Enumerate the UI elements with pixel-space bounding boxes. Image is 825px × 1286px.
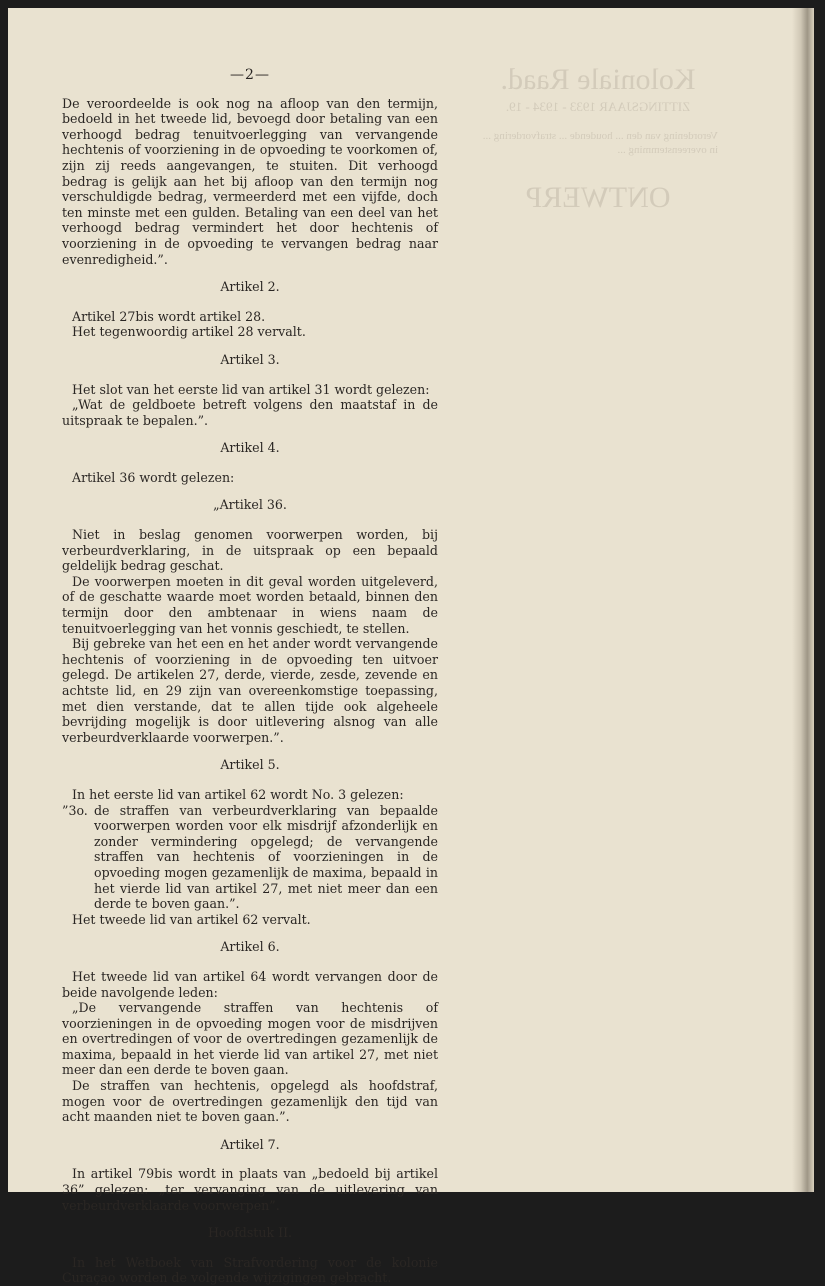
paragraph: „De vervangende straffen van hechtenis of voorzieningen in de opvoeding mogen voor de misdrijven en overtredingen of voor de overtredingen gezamenlijk de maxima, bepaald in het vierde lid van artikel 27, met niet meer dan een derde te boven gaan. xyxy=(62,1000,438,1078)
ghost-ontwerp: ONTWERP xyxy=(525,181,671,214)
article-heading: Artikel 2. xyxy=(220,279,280,295)
article-heading: Artikel 3. xyxy=(220,351,280,367)
page-content xyxy=(62,68,438,1286)
paragraph: In het Wetboek van Strafvordering voor de kolonie Curaçao worden de volgende wijzigingen gebracht. xyxy=(62,1254,438,1286)
ghost-text: Verordening van den ... houdende ... strafvordering ... in overeenstemming ... xyxy=(482,130,718,156)
article-heading: Artikel 5. xyxy=(220,757,280,773)
article-heading: Artikel 7. xyxy=(220,1136,280,1152)
ghost-subtitle: ZITTINGSJAAR 1933 - 1934 - 19. xyxy=(505,99,691,114)
article-heading: Artikel 4. xyxy=(220,440,280,456)
paragraph: Bij gebreke van het een en het ander wordt vervangende hechtenis of voorziening in de opvoeding ten uitvoer gelegd. De artikelen 27, derde, vierde, zesde, zevende en achtste lid, en 29 zijn van overeenkomstige toepassing, met dien verstande, dat te allen tijde ook algeheele bevrijding mogelijk is door uitlevering alsnog van alle verbeurdverklaarde voorwerpen.”. xyxy=(62,636,438,745)
paragraph: De veroordeelde is ook nog na afloop van den termijn, bedoeld in het tweede lid, bevoegd door betaling van een verhoogd bedrag tenuitvoerlegging van vervangende hechtenis of voorziening in de opvoeding te voorkomen of, zijn zij reeds aangevangen, te stuiten. Dit verhoogd bedrag is gelijk aan het bij afloop van den termijn nog verschuldigde bedrag, vermeerderd met een vijfde, doch ten minste met een gulden. Betaling van een deel van het verhoogd bedrag vermindert het door hechtenis of voorziening in de opvoeding te vervangen bedrag naar evenredigheid.”. xyxy=(62,95,438,267)
paragraph: Het tweede lid van artikel 62 vervalt. xyxy=(72,911,311,927)
list-item-text: de straffen van verbeurdverklaring van bepaalde voorwerpen worden voor elk misdrijf afzonderlijk en zonder vermindering opgelegd; de vervangende straffen van hechtenis of voorzieningen in de opvoeding mogen gezamenlijk de maxima, bepaald in het vierde lid van artikel 27, met niet meer dan een derde te boven gaan.”. xyxy=(94,802,438,912)
paragraph: De voorwerpen moeten in dit geval worden uitgeleverd, of de geschatte waarde moet worden betaald, binnen den termijn door den ambtenaar in wiens naam de tenuitvoerlegging van het vonnis geschiedt, te stellen. xyxy=(62,573,438,636)
article-heading: Artikel 6. xyxy=(220,939,280,955)
paragraph: Artikel 36 wordt gelezen: xyxy=(72,469,235,485)
chapter-heading: Hoofdstuk II. xyxy=(207,1225,293,1241)
article-heading: „Artikel 36. xyxy=(213,497,287,513)
paragraph: Artikel 27bis wordt artikel 28. xyxy=(72,308,266,324)
bleed-through-text xyxy=(478,63,718,215)
paragraph: Het tegenwoordig artikel 28 vervalt. xyxy=(72,324,306,340)
paragraph: Niet in beslag genomen voorwerpen worden, bij verbeurdverklaring, in de uitspraak op een bepaald geldelijk bedrag geschat. xyxy=(62,527,438,574)
paragraph: Het tweede lid van artikel 64 wordt vervangen door de beide navolgende leden: xyxy=(62,968,438,1000)
document-page xyxy=(8,8,814,1286)
ghost-title: Koloniale Raad. xyxy=(500,63,696,96)
list-item xyxy=(62,803,438,912)
paragraph: In artikel 79bis wordt in plaats van „bedoeld bij artikel 36” gelezen: „ter vervanging van de uitlevering van verbeurdverklaarde voorwerpen”. xyxy=(62,1166,438,1213)
paragraph: In het eerste lid van artikel 62 wordt No. 3 gelezen: xyxy=(72,786,404,802)
page-number: —2— xyxy=(230,67,270,83)
paragraph: Het slot van het eerste lid van artikel 31 wordt gelezen: xyxy=(72,381,430,397)
list-item-number: ”3o. xyxy=(62,802,88,818)
paragraph: „Wat de geldboete betreft volgens den maatstaf in de uitspraak te bepalen.”. xyxy=(62,397,438,428)
page-edge xyxy=(792,8,814,1192)
paragraph: De straffen van hechtenis, opgelegd als hoofdstraf, mogen voor de overtredingen gezamenlijk den tijd van acht maanden niet te boven gaan.”. xyxy=(62,1078,438,1125)
